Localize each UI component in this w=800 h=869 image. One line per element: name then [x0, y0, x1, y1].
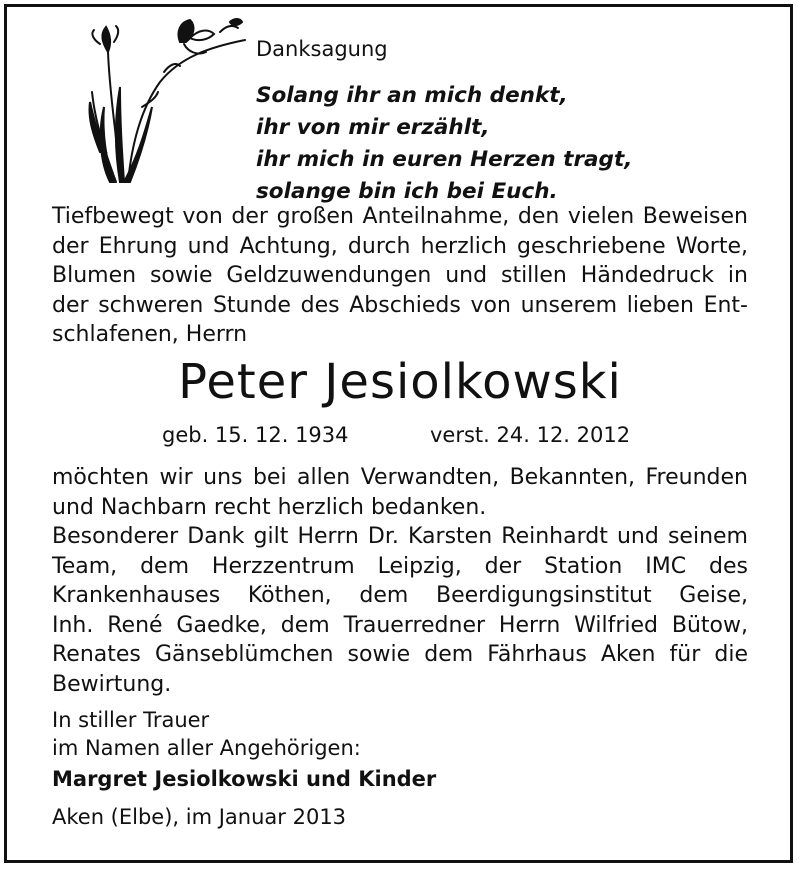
- intro-line: der Ehrung und Achtung, durch herzlich geschriebene Worte,: [52, 233, 748, 259]
- thanks-line: Inh. René Gaedke, dem Trauerredner Herrn Wilfried Bütow,: [52, 612, 748, 638]
- thanks-line: Besonderer Dank gilt Herrn Dr. Karsten Reinhardt und seinem: [52, 524, 748, 549]
- poem: [256, 80, 632, 208]
- thanks-line: Renates Gänseblümchen sowie dem Fährhaus Aken für die: [52, 642, 748, 667]
- birth-date: geb. 15. 12. 1934: [162, 423, 349, 447]
- intro-line: Blumen sowie Geldzuwendungen und stillen Händedruck in: [52, 263, 748, 288]
- heading: Danksagung: [256, 37, 388, 61]
- intro-line: Tiefbewegt von der großen Anteilnahme, den vielen Beweisen: [52, 204, 748, 229]
- place-date: Aken (Elbe), im Januar 2013: [52, 805, 347, 829]
- thanks-line: Bewirtung.: [52, 671, 172, 697]
- closing-line: In stiller Trauer: [52, 708, 210, 732]
- thanks-line: möchten wir uns bei allen Verwandten, Bekannten, Freunden: [52, 465, 748, 490]
- thanks-line: Team, dem Herzzentrum Leipzig, der Station IMC des: [52, 553, 748, 579]
- iris-flower-illustration: [80, 12, 250, 187]
- intro-line: schlafenen, Herrn: [52, 322, 248, 347]
- closing-line: im Namen aller Angehörigen:: [52, 736, 361, 760]
- thanks-line: Krankenhauses Köthen, dem Beerdigungsinstitut Geise,: [52, 583, 748, 608]
- deceased-name: Peter Jesiolkowski: [178, 354, 622, 410]
- signature: Margret Jesiolkowski und Kinder: [52, 767, 437, 791]
- intro-line: der schweren Stunde des Abschieds von unserem lieben Ent-: [52, 292, 748, 318]
- poem-line: Solang ihr an mich denkt,: [256, 83, 568, 108]
- intro-paragraph: [52, 202, 748, 350]
- poem-line: ihr von mir erzählt,: [256, 115, 490, 140]
- thanks-line: und Nachbarn recht herzlich bedanken.: [52, 494, 487, 520]
- thanks-paragraph: [52, 463, 748, 699]
- poem-line: solange bin ich bei Euch.: [256, 179, 558, 204]
- poem-line: ihr mich in euren Herzen tragt,: [256, 147, 633, 172]
- closing-block: [52, 706, 436, 831]
- death-date: verst. 24. 12. 2012: [430, 423, 631, 447]
